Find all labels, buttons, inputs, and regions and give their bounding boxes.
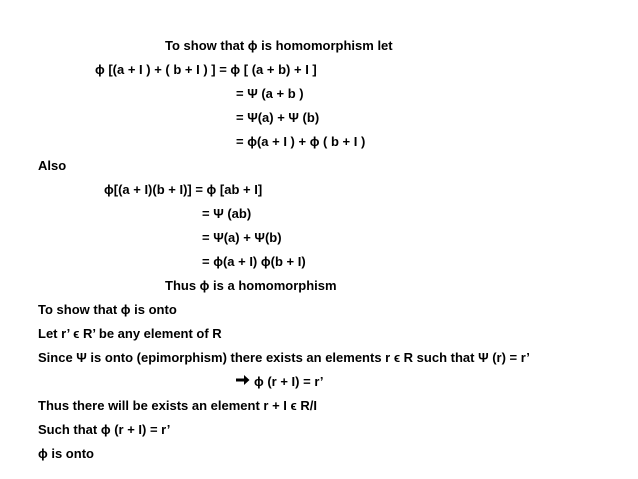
proof-line-sum-step-3: = ϕ(a + I ) + ϕ ( b + I ) [236, 134, 366, 149]
proof-line-also: Also [38, 158, 67, 173]
proof-line-homomorphism-conclusion: Thus ϕ is a homomorphism [165, 278, 337, 293]
proof-line-onto-intro: To show that ϕ is onto [38, 302, 177, 317]
proof-line-such-that: Such that ϕ (r + I) = r’ [38, 422, 171, 437]
proof-line-let-element: Let r’ ϵ R’ be any element of R [38, 326, 222, 341]
proof-line-sum-step-1: = Ψ (a + b ) [236, 86, 304, 101]
proof-line-implies [236, 374, 323, 390]
right-arrow-icon [236, 374, 250, 386]
proof-line-epimorphism: Since Ψ is onto (epimorphism) there exists an elements r ϵ R such that Ψ (r) = r’ [38, 350, 530, 365]
proof-line-onto-conclusion: ϕ is onto [38, 446, 94, 461]
proof-line-product-step-1: = Ψ (ab) [202, 206, 252, 221]
proof-line-product-step-2: = Ψ(a) + Ψ(b) [202, 230, 282, 245]
proof-line-homomorphism-intro: To show that ϕ is homomorphism let [165, 38, 393, 53]
proof-line-exists-element: Thus there will be exists an element r + I ϵ R/I [38, 398, 317, 413]
proof-line-product-step-3: = ϕ(a + I) ϕ(b + I) [202, 254, 306, 269]
proof-line-sum-step-2: = Ψ(a) + Ψ (b) [236, 110, 320, 125]
proof-line-sum-mapping: ϕ [(a + I ) + ( b + I ) ] = ϕ [ (a + b) + I ] [95, 62, 317, 77]
proof-line-implies-text: ϕ (r + I) = r’ [254, 374, 324, 389]
proof-line-product-mapping: ϕ[(a + I)(b + I)] = ϕ [ab + I] [104, 182, 263, 197]
